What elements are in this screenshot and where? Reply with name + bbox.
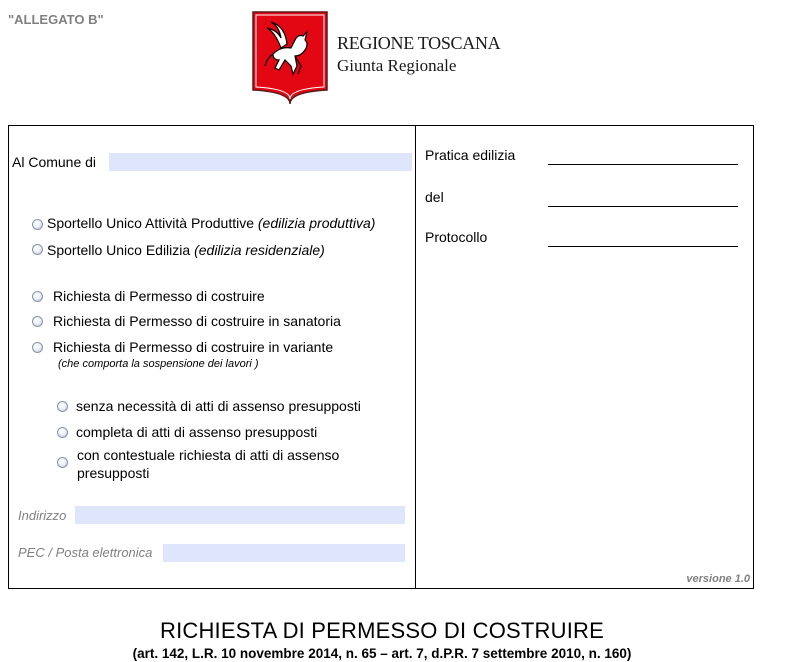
radio-senza-atti[interactable]: [57, 401, 68, 412]
region-subtitle: Giunta Regionale: [337, 56, 457, 75]
radio-permesso-sanatoria[interactable]: [32, 316, 43, 327]
radio-sportello-edilizia[interactable]: [32, 244, 43, 255]
indirizzo-label: Indirizzo: [18, 508, 67, 523]
radio-permesso-variante[interactable]: [32, 342, 43, 353]
radio-completa-atti[interactable]: [57, 427, 68, 438]
pratica-label: Pratica edilizia: [425, 147, 516, 163]
comune-field[interactable]: [109, 153, 412, 171]
document-subtitle: (art. 142, L.R. 10 novembre 2014, n. 65 – art. 7, d.P.R. 7 settembre 2010, n. 160): [132, 646, 632, 661]
version-label: versione 1.0: [686, 573, 750, 585]
indirizzo-field[interactable]: [75, 506, 405, 524]
allegato-label: "ALLEGATO B": [8, 12, 104, 27]
protocollo-field[interactable]: [548, 246, 738, 247]
region-name: REGIONE TOSCANA: [337, 33, 501, 53]
del-field[interactable]: [548, 206, 738, 207]
pegasus-shield-icon: [251, 10, 329, 106]
sportello-edilizia-label: Sportello Unico Edilizia (edilizia residenziale): [47, 242, 325, 258]
permesso-variante-label: Richiesta di Permesso di costruire in variante: [53, 339, 334, 355]
column-divider: [415, 125, 416, 589]
variante-note: (che comporta la sospensione dei lavori ): [58, 358, 259, 370]
radio-permesso-costruire[interactable]: [32, 291, 43, 302]
permesso-sanatoria-label: Richiesta di Permesso di costruire in sanatoria: [53, 313, 341, 329]
document-title: RICHIESTA DI PERMESSO DI COSTRUIRE: [159, 618, 604, 643]
contestuale-atti-label: con contestuale richiesta di atti di assenso: [77, 447, 340, 463]
permesso-costruire-label: Richiesta di Permesso di costruire: [53, 288, 265, 304]
comune-label: Al Comune di: [12, 154, 97, 170]
pec-field[interactable]: [163, 544, 405, 562]
sportello-produttive-label: Sportello Unico Attività Produttive (edilizia produttiva): [47, 215, 376, 231]
radio-contestuale-atti[interactable]: [57, 457, 68, 468]
contestuale-atti-label-cont: presupposti: [77, 465, 150, 481]
pratica-field[interactable]: [548, 164, 738, 165]
pec-label: PEC / Posta elettronica: [18, 545, 153, 560]
senza-atti-label: senza necessità di atti di assenso presupposti: [76, 398, 361, 414]
del-label: del: [425, 189, 444, 205]
protocollo-label: Protocollo: [425, 229, 488, 245]
completa-atti-label: completa di atti di assenso presupposti: [76, 424, 318, 440]
radio-sportello-produttive[interactable]: [32, 219, 43, 230]
